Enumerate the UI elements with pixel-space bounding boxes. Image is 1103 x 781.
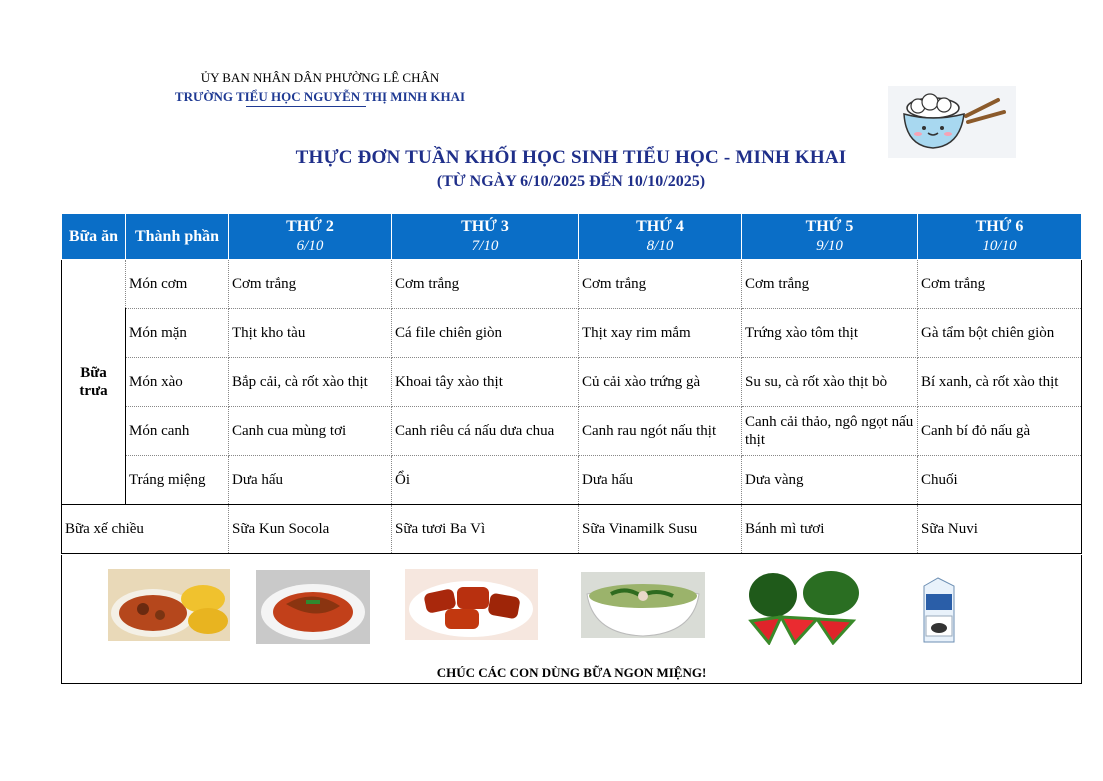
table-row	[62, 309, 1082, 358]
col-header-day	[918, 214, 1082, 260]
table-row	[62, 260, 1082, 309]
col-header-day	[579, 214, 742, 260]
menu-cell: Canh cua mùng tơi	[229, 407, 392, 456]
menu-date-range: (TỪ NGÀY 6/10/2025 ĐẾN 10/10/2025)	[436, 173, 706, 190]
component-label: Tráng miệng	[126, 456, 229, 505]
day-date: 6/10	[296, 238, 324, 254]
menu-cell: Sữa Kun Socola	[229, 505, 392, 554]
menu-cell: Bắp cải, cà rốt xào thịt	[229, 358, 392, 407]
component-label: Món mặn	[126, 309, 229, 358]
menu-cell: Bí xanh, cà rốt xào thịt	[918, 358, 1082, 407]
menu-cell: Sữa Vinamilk Susu	[579, 505, 742, 554]
vegetable-soup-image	[581, 572, 705, 638]
col-header-day	[392, 214, 579, 260]
day-name: THỨ 6	[975, 218, 1024, 235]
menu-cell: Sữa Nuvi	[918, 505, 1082, 554]
component-label: Món xào	[126, 358, 229, 407]
table-row	[62, 505, 1082, 554]
menu-cell: Cơm trắng	[579, 260, 742, 309]
menu-cell: Dưa hấu	[229, 456, 392, 505]
menu-cell: Bánh mì tươi	[742, 505, 918, 554]
menu-cell: Khoai tây xào thịt	[392, 358, 579, 407]
menu-cell: Thịt xay rim mắm	[579, 309, 742, 358]
menu-cell: Dưa hấu	[579, 456, 742, 505]
day-name: THỨ 4	[636, 218, 684, 235]
school-name: TRƯỜNG TIỂU HỌC NGUYỄN THỊ MINH KHAI	[174, 89, 466, 104]
table-row	[62, 407, 1082, 456]
component-label: Món cơm	[126, 260, 229, 309]
menu-cell: Thịt kho tàu	[229, 309, 392, 358]
table-header-row	[62, 214, 1082, 260]
weekly-menu-table	[61, 213, 1082, 554]
col-header-day	[742, 214, 918, 260]
closing-message: CHÚC CÁC CON DÙNG BỮA NGON MIỆNG!	[436, 665, 707, 680]
meal-label-text: Bữa trưa	[79, 365, 108, 399]
menu-cell: Cá file chiên giòn	[392, 309, 579, 358]
day-date: 10/10	[982, 238, 1017, 254]
day-date: 8/10	[646, 238, 674, 254]
menu-cell: Cơm trắng	[918, 260, 1082, 309]
day-date: 9/10	[816, 238, 843, 254]
day-date: 7/10	[471, 238, 499, 254]
day-name: THỨ 3	[461, 218, 509, 235]
menu-cell: Canh rau ngót nấu thịt	[579, 407, 742, 456]
menu-cell: Canh cải thảo, ngô ngọt nấu thịt	[742, 407, 918, 456]
milk-carton-image	[918, 576, 960, 644]
col-header-component: Thành phần	[126, 214, 229, 260]
menu-cell: Su su, cà rốt xào thịt bò	[742, 358, 918, 407]
stew-with-bread-image	[108, 569, 230, 641]
menu-cell: Ổi	[392, 456, 579, 505]
school-name-underline	[246, 106, 366, 107]
day-name: THỨ 2	[286, 218, 334, 235]
menu-cell: Canh riêu cá nấu dưa chua	[392, 407, 579, 456]
menu-cell: Gà tẩm bột chiên giòn	[918, 309, 1082, 358]
menu-cell: Cơm trắng	[229, 260, 392, 309]
org-line1: ỦY BAN NHÂN DÂN PHƯỜNG LÊ CHÂN	[200, 70, 440, 85]
table-row	[62, 456, 1082, 505]
meal-label-afternoon: Bữa xế chiều	[62, 505, 229, 554]
col-header-meal: Bữa ăn	[62, 214, 126, 260]
menu-title: THỰC ĐƠN TUẦN KHỐI HỌC SINH TIỂU HỌC - MINH KHAI	[295, 147, 847, 168]
menu-cell: Dưa vàng	[742, 456, 918, 505]
braised-pork-image	[405, 569, 538, 640]
fried-fish-image	[256, 570, 370, 644]
table-row	[62, 358, 1082, 407]
menu-cell: Chuối	[918, 456, 1082, 505]
menu-cell: Canh bí đỏ nấu gà	[918, 407, 1082, 456]
day-name: THỨ 5	[805, 218, 854, 235]
menu-cell: Cơm trắng	[392, 260, 579, 309]
component-label: Món canh	[126, 407, 229, 456]
menu-cell: Sữa tươi Ba Vì	[392, 505, 579, 554]
meal-label-lunch	[62, 260, 126, 505]
menu-cell: Trứng xào tôm thịt	[742, 309, 918, 358]
menu-cell: Củ cải xào trứng gà	[579, 358, 742, 407]
col-header-day	[229, 214, 392, 260]
menu-cell: Cơm trắng	[742, 260, 918, 309]
watermelon-image	[747, 571, 861, 645]
